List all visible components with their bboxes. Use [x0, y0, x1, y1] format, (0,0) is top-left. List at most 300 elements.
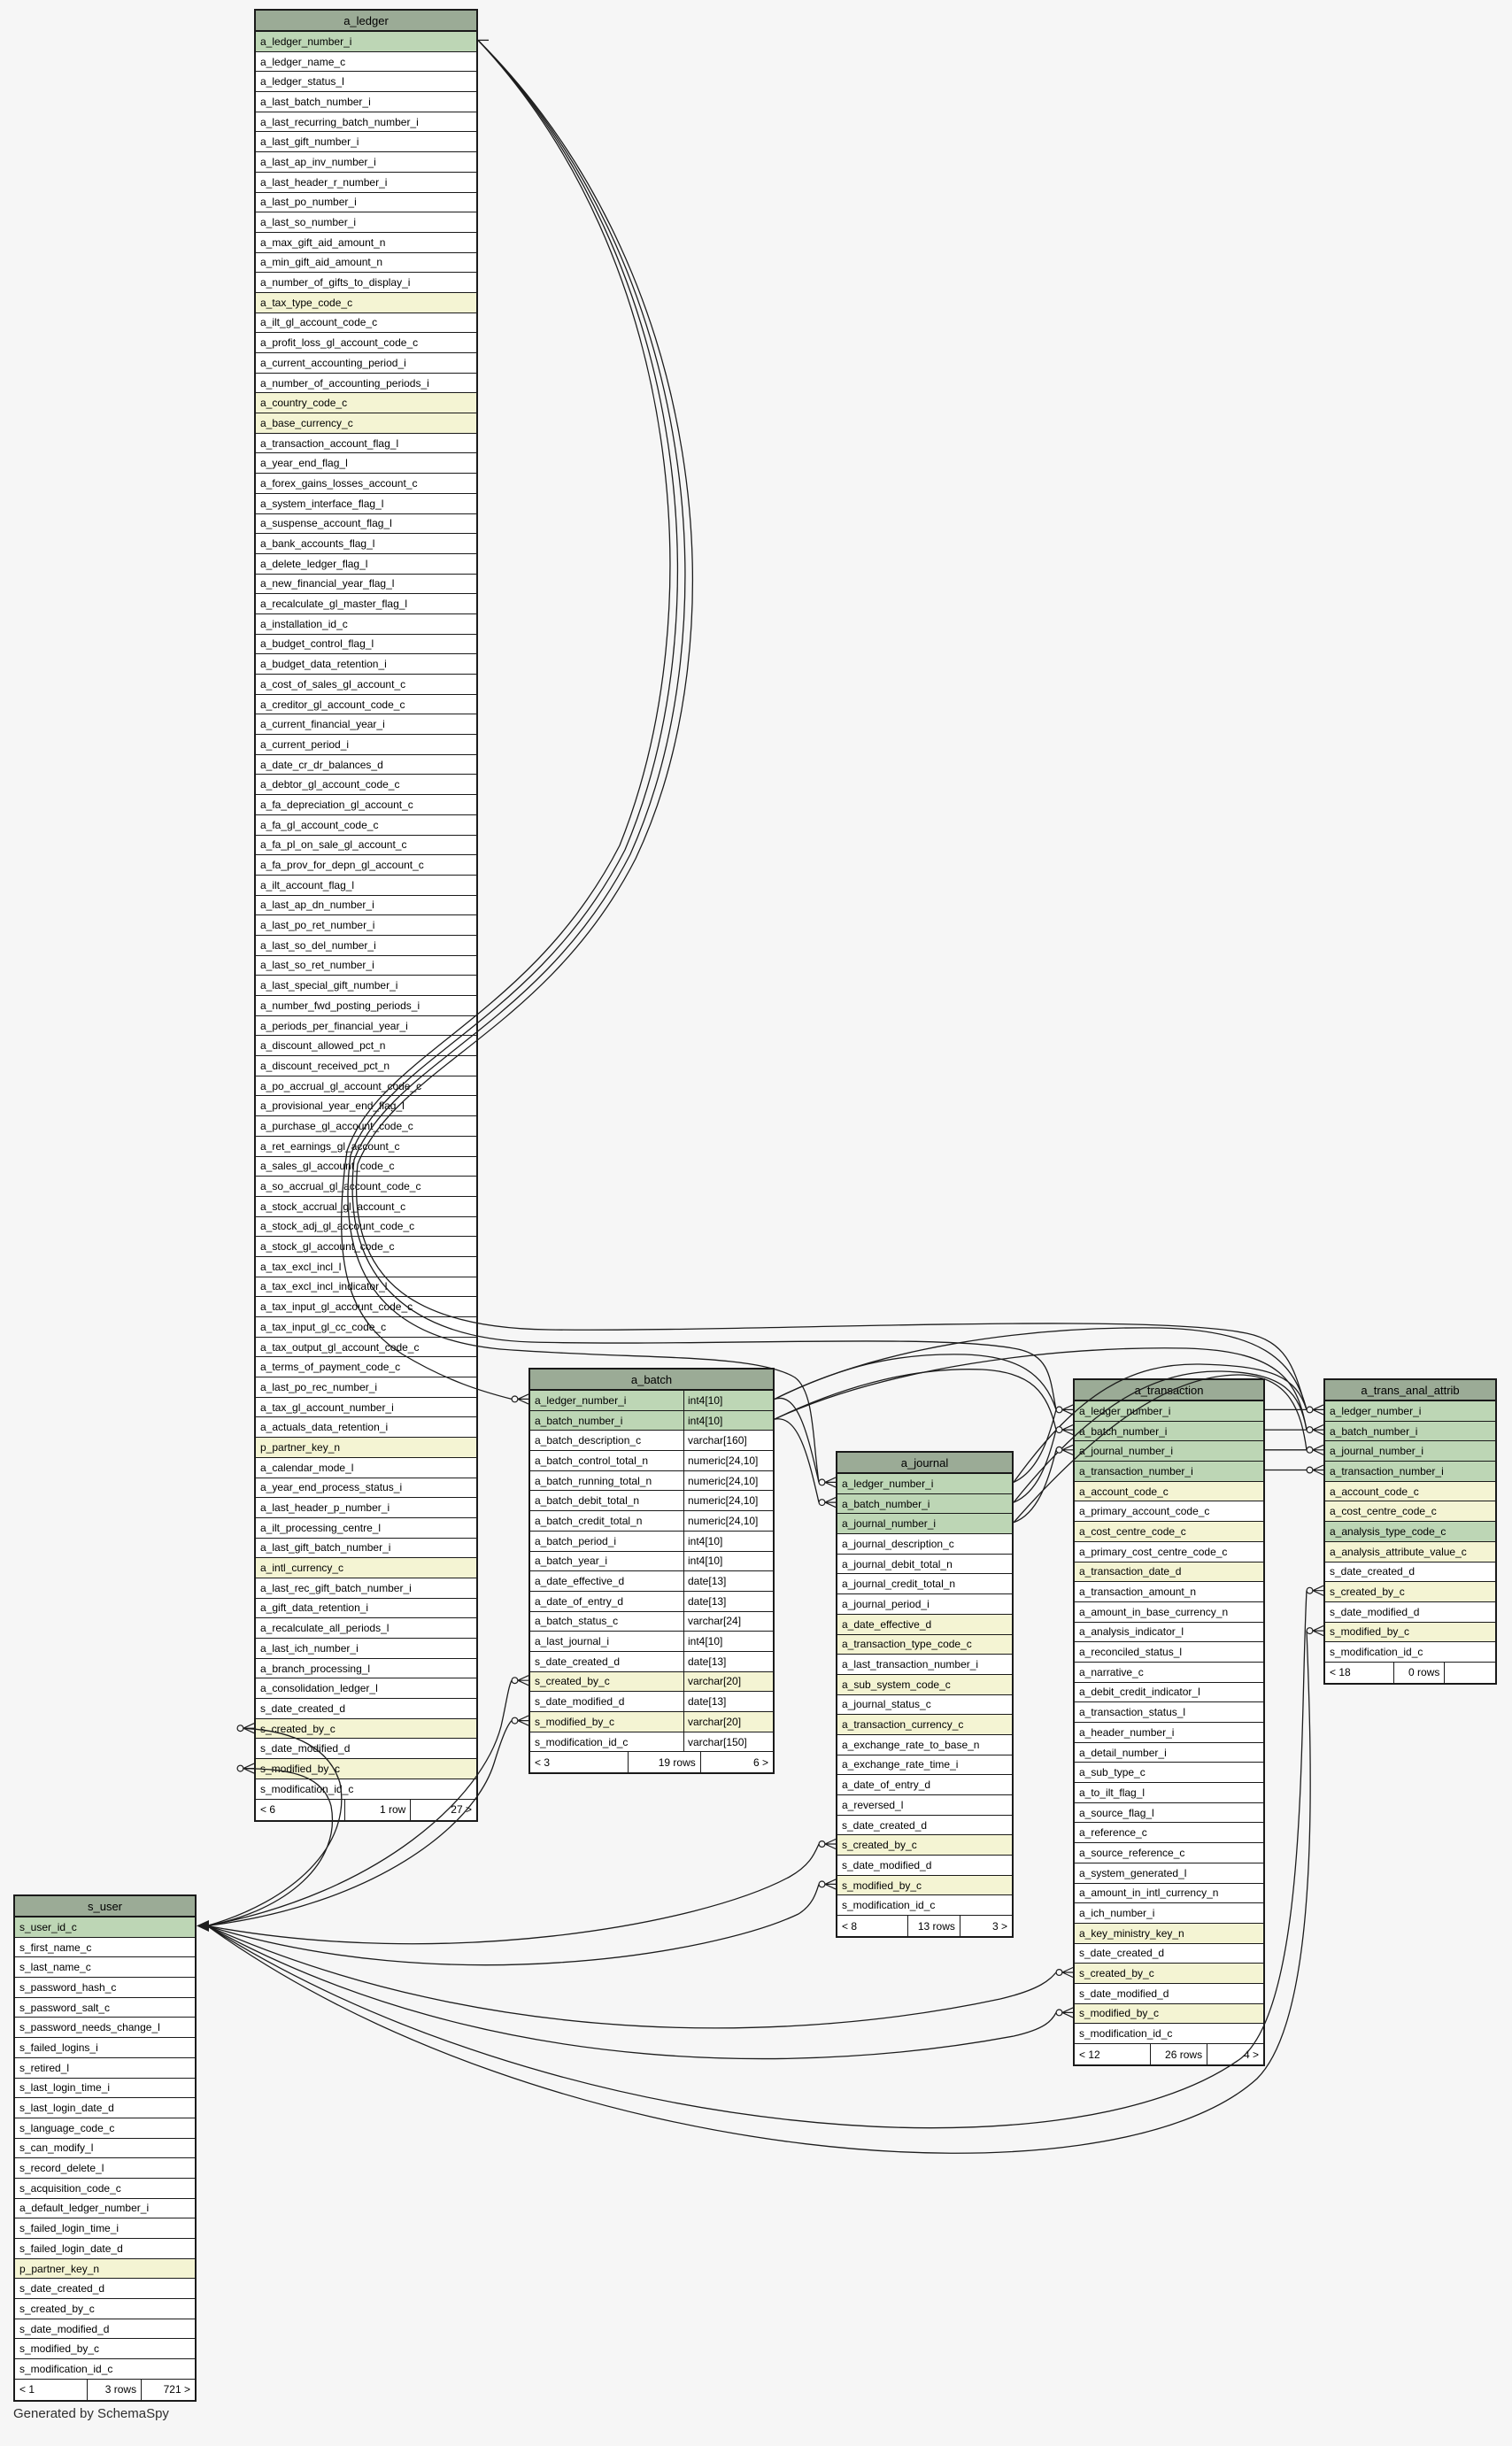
column-name: a_last_so_ret_number_i: [260, 959, 374, 972]
column-a_journal-s_created_by_c: [837, 1835, 1012, 1856]
column-name: a_terms_of_payment_code_c: [260, 1361, 401, 1374]
column-a_ledger-a_max_gift_aid_amount_n: [256, 233, 476, 253]
column-a_trans_anal_attrib-a_batch_number_i: [1325, 1422, 1495, 1442]
crows-foot-icon: [1062, 1405, 1073, 1415]
crows-foot-icon: [1313, 1425, 1323, 1435]
column-a_trans_anal_attrib-s_modified_by_c: [1325, 1623, 1495, 1643]
zero-or-many-circle: [512, 1396, 518, 1402]
column-name: a_po_accrual_gl_account_code_c: [260, 1079, 422, 1092]
column-name: a_last_po_ret_number_i: [260, 919, 375, 932]
column-a_ledger-a_tax_input_gl_cc_code_c: [256, 1317, 476, 1338]
column-name: s_modification_id_c: [1330, 1646, 1423, 1659]
column-name: a_transaction_number_i: [1079, 1464, 1193, 1478]
generator-credit: Generated by SchemaSpy: [13, 2406, 169, 2421]
column-name: a_debit_credit_indicator_l: [1079, 1686, 1200, 1699]
column-a_ledger-a_last_so_del_number_i: [256, 936, 476, 956]
row-count: 0 rows: [1393, 1663, 1445, 1683]
column-a_journal-a_journal_credit_total_n: [837, 1574, 1012, 1594]
column-name: a_key_ministry_key_n: [1079, 1926, 1184, 1940]
column-name: s_last_login_time_i: [19, 2081, 111, 2095]
column-a_ledger-a_last_header_r_number_i: [256, 173, 476, 193]
column-s_user-s_last_login_time_i: [15, 2079, 195, 2099]
column-name: a_tax_output_gl_account_code_c: [260, 1340, 420, 1354]
column-a_ledger-a_date_cr_dr_balances_d: [256, 755, 476, 775]
column-name: a_branch_processing_l: [260, 1662, 371, 1675]
column-a_journal-a_date_of_entry_d: [837, 1775, 1012, 1795]
column-a_journal-a_journal_number_i: [837, 1514, 1012, 1534]
crows-foot-icon: [1313, 1445, 1323, 1454]
column-a_ledger-a_stock_adj_gl_account_code_c: [256, 1217, 476, 1238]
column-s_user-s_retired_l: [15, 2058, 195, 2079]
column-type: int4[10]: [683, 1632, 773, 1651]
column-name: a_ilt_processing_centre_l: [260, 1521, 382, 1534]
column-name: a_transaction_type_code_c: [842, 1638, 972, 1651]
column-name: a_last_batch_number_i: [260, 95, 371, 108]
crows-foot-icon: [825, 1478, 836, 1487]
column-a_ledger-a_branch_processing_l: [256, 1659, 476, 1679]
column-a_transaction-a_header_number_i: [1075, 1723, 1263, 1743]
column-name: a_recalculate_gl_master_flag_l: [260, 598, 408, 611]
column-name: a_gift_data_retention_i: [260, 1601, 369, 1615]
column-name: a_narrative_c: [1079, 1665, 1144, 1678]
column-a_ledger-a_budget_control_flag_l: [256, 635, 476, 655]
crows-foot-icon: [1062, 1425, 1073, 1435]
column-type: varchar[150]: [683, 1732, 773, 1752]
column-a_transaction-s_created_by_c: [1075, 1964, 1263, 1984]
column-a_journal-a_reversed_l: [837, 1795, 1012, 1816]
column-name: a_exchange_rate_to_base_n: [842, 1738, 980, 1751]
column-name: a_batch_debit_total_n: [535, 1494, 640, 1508]
column-name: s_language_code_c: [19, 2121, 115, 2134]
column-name: a_journal_status_c: [842, 1698, 931, 1711]
column-a_ledger-a_delete_ledger_flag_l: [256, 554, 476, 575]
column-s_user-p_partner_key_n: [15, 2259, 195, 2280]
column-name: a_journal_number_i: [1330, 1445, 1424, 1458]
column-name: a_transaction_number_i: [1330, 1464, 1444, 1478]
column-a_transaction-s_modified_by_c: [1075, 2004, 1263, 2025]
column-name: a_sub_type_c: [1079, 1766, 1146, 1779]
column-a_transaction-a_primary_account_code_c: [1075, 1501, 1263, 1522]
column-name: a_batch_year_i: [535, 1555, 608, 1568]
column-a_ledger-a_calendar_mode_l: [256, 1458, 476, 1478]
column-name: a_last_transaction_number_i: [842, 1658, 979, 1671]
column-name: a_batch_credit_total_n: [535, 1514, 643, 1527]
column-name: p_partner_key_n: [260, 1440, 341, 1454]
column-name: s_modification_id_c: [19, 2362, 113, 2375]
column-a_ledger-s_date_created_d: [256, 1699, 476, 1719]
row-count: 1 row: [344, 1800, 411, 1820]
column-name: a_last_ap_dn_number_i: [260, 899, 374, 912]
column-a_transaction-a_source_reference_c: [1075, 1843, 1263, 1863]
column-a_journal-a_journal_period_i: [837, 1594, 1012, 1615]
column-a_ledger-a_po_accrual_gl_account_code_c: [256, 1076, 476, 1097]
column-name: a_ledger_number_i: [1330, 1404, 1422, 1417]
column-a_ledger-a_transaction_account_flag_l: [256, 434, 476, 454]
column-name: a_calendar_mode_l: [260, 1461, 354, 1474]
column-name: s_created_by_c: [842, 1839, 917, 1852]
column-name: a_delete_ledger_flag_l: [260, 557, 368, 570]
column-a_ledger-a_fa_depreciation_gl_account_c: [256, 795, 476, 815]
fk-relationship-line-5: [775, 1354, 1056, 1410]
column-name: a_batch_number_i: [842, 1497, 930, 1510]
column-name: s_created_by_c: [260, 1722, 336, 1735]
column-name: s_date_created_d: [1079, 1947, 1165, 1960]
fk-relationship-line-27: [207, 1925, 1056, 2058]
column-a_ledger-a_last_po_number_i: [256, 193, 476, 213]
column-a_batch-s_created_by_c: [530, 1672, 773, 1693]
column-name: s_record_delete_l: [19, 2162, 104, 2175]
column-name: a_new_financial_year_flag_l: [260, 577, 395, 590]
row-count: 13 rows: [907, 1916, 960, 1936]
column-name: a_consolidation_ledger_l: [260, 1682, 378, 1695]
column-name: s_modified_by_c: [1330, 1625, 1410, 1639]
table-header-a_trans_anal_attrib[interactable]: a_trans_anal_attrib: [1325, 1380, 1495, 1401]
pager-prev: < 12: [1079, 2048, 1100, 2061]
column-name: a_year_end_process_status_i: [260, 1481, 403, 1494]
zero-or-many-circle: [1056, 1447, 1062, 1453]
crows-foot-icon: [518, 1676, 528, 1686]
column-name: a_fa_prov_for_depn_gl_account_c: [260, 859, 424, 872]
column-type: date[13]: [683, 1652, 773, 1671]
pager-prev: < 3: [535, 1755, 551, 1769]
column-a_ledger-a_tax_excl_incl_l: [256, 1257, 476, 1277]
column-name: a_ich_number_i: [1079, 1907, 1155, 1920]
column-a_transaction-a_reference_c: [1075, 1823, 1263, 1843]
column-a_ledger-a_last_special_gift_number_i: [256, 976, 476, 996]
table-header-a_batch[interactable]: a_batch: [530, 1370, 773, 1391]
column-name: a_profit_loss_gl_account_code_c: [260, 336, 419, 350]
zero-or-many-circle: [1056, 2010, 1062, 2016]
column-s_user-s_date_modified_d: [15, 2319, 195, 2340]
column-name: a_sales_gl_account_code_c: [260, 1160, 395, 1173]
table-s_user: [13, 1894, 197, 2402]
column-name: a_date_of_entry_d: [535, 1594, 624, 1608]
column-a_trans_anal_attrib-s_modification_id_c: [1325, 1642, 1495, 1663]
column-name: a_installation_id_c: [260, 617, 348, 630]
column-name: a_transaction_date_d: [1079, 1565, 1182, 1578]
column-a_batch-a_batch_year_i: [530, 1552, 773, 1572]
zero-or-many-circle: [819, 1479, 825, 1485]
column-name: a_primary_cost_centre_code_c: [1079, 1545, 1228, 1558]
column-name: a_exchange_rate_time_i: [842, 1758, 959, 1771]
column-a_trans_anal_attrib-s_created_by_c: [1325, 1582, 1495, 1602]
column-name: a_number_fwd_posting_periods_i: [260, 999, 420, 1012]
fk-relationship-line-10: [1014, 1409, 1056, 1482]
table-footer-a_transaction: [1075, 2044, 1263, 2064]
column-a_ledger-a_year_end_flag_l: [256, 453, 476, 474]
table-header-a_ledger[interactable]: a_ledger: [256, 11, 476, 32]
column-a_ledger-a_tax_input_gl_account_code_c: [256, 1297, 476, 1317]
row-count: 19 rows: [628, 1752, 700, 1772]
column-name: a_stock_accrual_gl_account_c: [260, 1200, 406, 1213]
column-a_transaction-a_journal_number_i: [1075, 1441, 1263, 1462]
column-name: a_system_interface_flag_l: [260, 497, 384, 510]
column-name: s_date_modified_d: [260, 1742, 351, 1755]
column-a_ledger-a_last_rec_gift_batch_number_i: [256, 1578, 476, 1599]
parent-key-arrow-icon: [197, 1920, 209, 1932]
column-a_ledger-a_tax_excl_incl_indicator_l: [256, 1277, 476, 1298]
column-type: int4[10]: [683, 1411, 773, 1431]
column-a_ledger-a_tax_gl_account_number_i: [256, 1398, 476, 1418]
column-name: a_actuals_data_retention_i: [260, 1421, 389, 1434]
table-header-a_journal[interactable]: a_journal: [837, 1453, 1012, 1474]
column-name: a_discount_allowed_pct_n: [260, 1039, 386, 1053]
column-name: a_date_cr_dr_balances_d: [260, 758, 383, 771]
column-name: s_last_login_date_d: [19, 2102, 114, 2115]
column-a_ledger-a_ledger_name_c: [256, 52, 476, 73]
column-name: a_fa_gl_account_code_c: [260, 818, 379, 831]
column-a_ledger-a_suspense_account_flag_l: [256, 514, 476, 535]
column-a_ledger-a_periods_per_financial_year_i: [256, 1016, 476, 1037]
column-name: s_retired_l: [19, 2061, 70, 2074]
column-a_journal-s_modified_by_c: [837, 1876, 1012, 1896]
column-name: s_date_modified_d: [1330, 1605, 1420, 1618]
column-name: a_transaction_currency_c: [842, 1718, 964, 1732]
column-s_user-s_password_hash_c: [15, 1978, 195, 1998]
column-a_journal-a_exchange_rate_time_i: [837, 1755, 1012, 1776]
zero-or-many-circle: [1307, 1447, 1313, 1453]
column-s_user-s_modified_by_c: [15, 2339, 195, 2359]
column-a_transaction-a_analysis_indicator_l: [1075, 1623, 1263, 1643]
column-a_ledger-s_date_modified_d: [256, 1739, 476, 1759]
pager-prev: < 8: [842, 1919, 858, 1933]
column-name: s_modification_id_c: [842, 1899, 936, 1912]
column-name: a_base_currency_c: [260, 416, 353, 429]
column-name: a_discount_received_pct_n: [260, 1059, 390, 1072]
column-a_ledger-a_recalculate_all_periods_l: [256, 1618, 476, 1639]
column-a_batch-a_last_journal_i: [530, 1632, 773, 1652]
crows-foot-icon: [1313, 1586, 1323, 1595]
column-type: date[13]: [683, 1692, 773, 1711]
column-a_transaction-a_amount_in_intl_currency_n: [1075, 1884, 1263, 1904]
column-a_journal-a_transaction_currency_c: [837, 1715, 1012, 1735]
zero-or-many-circle: [1056, 1970, 1062, 1976]
column-a_ledger-s_modification_id_c: [256, 1779, 476, 1800]
column-a_trans_anal_attrib-a_analysis_type_code_c: [1325, 1522, 1495, 1542]
zero-or-many-circle: [819, 1881, 825, 1887]
pager-prev: < 6: [260, 1803, 276, 1816]
column-a_ledger-a_cost_of_sales_gl_account_c: [256, 675, 476, 695]
crows-foot-icon: [1062, 1445, 1073, 1454]
column-name: a_default_ledger_number_i: [19, 2202, 150, 2215]
column-name: s_can_modify_l: [19, 2141, 94, 2155]
column-name: a_tax_excl_incl_indicator_l: [260, 1280, 388, 1293]
column-a_ledger-a_profit_loss_gl_account_code_c: [256, 333, 476, 353]
column-a_ledger-a_forex_gains_losses_account_c: [256, 474, 476, 494]
column-name: a_budget_data_retention_i: [260, 658, 387, 671]
column-a_ledger-a_current_period_i: [256, 735, 476, 755]
column-name: a_last_header_p_number_i: [260, 1501, 390, 1515]
fk-relationship-line-11: [1014, 1430, 1056, 1502]
column-type: int4[10]: [683, 1532, 773, 1551]
column-a_journal-a_date_effective_d: [837, 1615, 1012, 1635]
column-a_journal-a_journal_description_c: [837, 1534, 1012, 1555]
column-type: numeric[24,10]: [683, 1471, 773, 1491]
pager-next: 6 >: [700, 1752, 773, 1772]
column-name: a_ilt_gl_account_code_c: [260, 316, 378, 329]
table-header-a_transaction[interactable]: a_transaction: [1075, 1380, 1263, 1401]
column-s_user-s_acquisition_code_c: [15, 2179, 195, 2199]
column-name: s_date_modified_d: [1079, 1987, 1169, 2000]
fk-relationship-line-25: [207, 1884, 819, 1964]
column-a_batch-a_batch_description_c: [530, 1431, 773, 1451]
column-a_ledger-a_debtor_gl_account_code_c: [256, 775, 476, 795]
column-a_transaction-a_transaction_amount_n: [1075, 1582, 1263, 1602]
column-a_transaction-s_modification_id_c: [1075, 2024, 1263, 2044]
pager-next: [1444, 1663, 1495, 1683]
crows-foot-icon: [243, 1763, 254, 1773]
column-a_transaction-a_amount_in_base_currency_n: [1075, 1602, 1263, 1623]
column-name: s_date_modified_d: [535, 1695, 625, 1709]
column-name: a_ret_earnings_gl_account_c: [260, 1139, 400, 1153]
table-header-s_user[interactable]: s_user: [15, 1896, 195, 1917]
column-a_ledger-a_provisional_year_end_flag_l: [256, 1096, 476, 1116]
column-a_ledger-a_fa_prov_for_depn_gl_account_c: [256, 855, 476, 876]
column-a_batch-a_batch_period_i: [530, 1532, 773, 1552]
column-a_transaction-a_system_generated_l: [1075, 1863, 1263, 1884]
column-a_ledger-a_system_interface_flag_l: [256, 494, 476, 514]
column-a_transaction-a_ich_number_i: [1075, 1903, 1263, 1924]
column-name: a_batch_description_c: [535, 1434, 642, 1447]
column-a_batch-a_batch_control_total_n: [530, 1451, 773, 1471]
column-name: a_forex_gains_losses_account_c: [260, 476, 418, 490]
zero-or-many-circle: [1307, 1467, 1313, 1473]
column-a_ledger-a_last_gift_batch_number_i: [256, 1539, 476, 1559]
column-type: numeric[24,10]: [683, 1511, 773, 1531]
column-name: a_last_so_del_number_i: [260, 938, 376, 952]
zero-or-many-circle: [1056, 1407, 1062, 1413]
column-a_ledger-a_last_po_rec_number_i: [256, 1377, 476, 1398]
column-a_ledger-a_last_ich_number_i: [256, 1639, 476, 1659]
column-name: a_reference_c: [1079, 1826, 1147, 1840]
column-a_transaction-a_batch_number_i: [1075, 1422, 1263, 1442]
column-a_trans_anal_attrib-a_transaction_number_i: [1325, 1462, 1495, 1482]
column-a_transaction-a_transaction_number_i: [1075, 1462, 1263, 1482]
column-a_batch-a_batch_number_i: [530, 1411, 773, 1431]
column-name: a_country_code_c: [260, 397, 348, 410]
crows-foot-icon: [825, 1879, 836, 1889]
column-a_ledger-a_ledger_status_l: [256, 72, 476, 92]
column-name: a_batch_status_c: [535, 1615, 619, 1628]
column-name: a_to_ilt_flag_l: [1079, 1786, 1146, 1799]
column-a_ledger-a_min_gift_aid_amount_n: [256, 253, 476, 274]
column-name: a_current_financial_year_i: [260, 718, 385, 731]
column-name: a_journal_debit_total_n: [842, 1557, 953, 1570]
column-s_user-s_user_id_c: [15, 1917, 195, 1938]
column-s_user-s_password_needs_change_l: [15, 2018, 195, 2038]
column-a_ledger-a_ret_earnings_gl_account_c: [256, 1137, 476, 1157]
column-type: int4[10]: [683, 1391, 773, 1410]
column-s_user-s_last_name_c: [15, 1957, 195, 1978]
column-name: a_budget_control_flag_l: [260, 637, 374, 651]
column-name: s_modified_by_c: [1079, 2007, 1160, 2020]
column-name: a_last_gift_batch_number_i: [260, 1541, 391, 1555]
column-a_transaction-s_date_created_d: [1075, 1944, 1263, 1964]
column-name: a_current_accounting_period_i: [260, 356, 406, 369]
column-s_user-s_first_name_c: [15, 1938, 195, 1958]
column-a_batch-a_date_effective_d: [530, 1571, 773, 1592]
column-name: a_last_ap_inv_number_i: [260, 155, 376, 168]
column-name: s_user_id_c: [19, 1920, 77, 1933]
fk-relationship-line-8: [775, 1370, 1056, 1430]
column-a_ledger-a_recalculate_gl_master_flag_l: [256, 594, 476, 614]
column-name: a_last_recurring_batch_number_i: [260, 115, 419, 128]
column-name: a_batch_running_total_n: [535, 1474, 652, 1487]
column-s_user-s_date_created_d: [15, 2279, 195, 2299]
column-a_journal-s_date_modified_d: [837, 1856, 1012, 1876]
pager-prev: < 1: [19, 2383, 35, 2396]
column-a_batch-a_batch_running_total_n: [530, 1471, 773, 1492]
column-name: s_modified_by_c: [260, 1762, 341, 1775]
column-name: s_modification_id_c: [260, 1782, 354, 1795]
column-name: a_tax_input_gl_account_code_c: [260, 1300, 413, 1314]
column-name: a_current_period_i: [260, 737, 350, 751]
column-name: a_transaction_account_flag_l: [260, 436, 399, 450]
column-s_user-s_failed_login_date_d: [15, 2239, 195, 2259]
column-name: s_modification_id_c: [1079, 2027, 1173, 2041]
column-name: a_sub_system_code_c: [842, 1678, 951, 1691]
table-a_transaction: [1073, 1378, 1265, 2066]
column-a_ledger-a_intl_currency_c: [256, 1558, 476, 1578]
column-a_transaction-a_primary_cost_centre_code_c: [1075, 1542, 1263, 1563]
column-a_ledger-a_current_accounting_period_i: [256, 353, 476, 374]
zero-or-many-circle: [512, 1678, 518, 1684]
column-a_ledger-a_number_fwd_posting_periods_i: [256, 996, 476, 1016]
column-name: a_year_end_flag_l: [260, 457, 348, 470]
column-name: a_reversed_l: [842, 1798, 904, 1811]
column-a_trans_anal_attrib-a_journal_number_i: [1325, 1441, 1495, 1462]
column-name: a_source_reference_c: [1079, 1846, 1185, 1859]
column-a_ledger-a_installation_id_c: [256, 614, 476, 635]
column-name: a_number_of_gifts_to_display_i: [260, 276, 411, 289]
table-footer-a_journal: [837, 1916, 1012, 1936]
column-a_ledger-a_ilt_gl_account_code_c: [256, 313, 476, 334]
column-name: s_created_by_c: [1330, 1586, 1405, 1599]
column-a_transaction-a_to_ilt_flag_l: [1075, 1783, 1263, 1803]
column-type: varchar[20]: [683, 1672, 773, 1692]
column-name: a_account_code_c: [1330, 1485, 1419, 1498]
column-a_ledger-a_last_recurring_batch_number_i: [256, 112, 476, 133]
column-a_journal-a_batch_number_i: [837, 1494, 1012, 1515]
column-a_ledger-a_bank_accounts_flag_l: [256, 534, 476, 554]
column-a_batch-a_ledger_number_i: [530, 1391, 773, 1411]
column-name: a_batch_number_i: [535, 1414, 623, 1427]
column-name: a_account_code_c: [1079, 1485, 1169, 1498]
column-a_ledger-a_budget_data_retention_i: [256, 654, 476, 675]
column-type: numeric[24,10]: [683, 1451, 773, 1470]
fk-relationship-line-24: [207, 1844, 819, 1944]
column-name: a_recalculate_all_periods_l: [260, 1622, 390, 1635]
column-name: s_created_by_c: [535, 1675, 610, 1688]
column-name: a_detail_number_i: [1079, 1746, 1167, 1759]
column-a_batch-a_batch_credit_total_n: [530, 1511, 773, 1532]
column-name: s_date_created_d: [1330, 1565, 1416, 1578]
column-a_batch-a_batch_status_c: [530, 1612, 773, 1632]
column-name: s_date_created_d: [842, 1818, 928, 1832]
column-name: a_tax_input_gl_cc_code_c: [260, 1320, 387, 1333]
column-a_trans_anal_attrib-s_date_modified_d: [1325, 1602, 1495, 1623]
column-name: s_password_hash_c: [19, 1980, 117, 1994]
column-a_ledger-a_actuals_data_retention_i: [256, 1417, 476, 1438]
column-name: a_cost_of_sales_gl_account_c: [260, 677, 406, 691]
column-name: s_date_modified_d: [842, 1858, 932, 1871]
column-a_batch-s_modified_by_c: [530, 1712, 773, 1732]
column-type: date[13]: [683, 1571, 773, 1591]
column-name: a_analysis_attribute_value_c: [1330, 1545, 1467, 1558]
column-a_ledger-a_year_end_process_status_i: [256, 1478, 476, 1499]
pager-next: 3 >: [960, 1916, 1012, 1936]
column-a_journal-s_modification_id_c: [837, 1895, 1012, 1916]
